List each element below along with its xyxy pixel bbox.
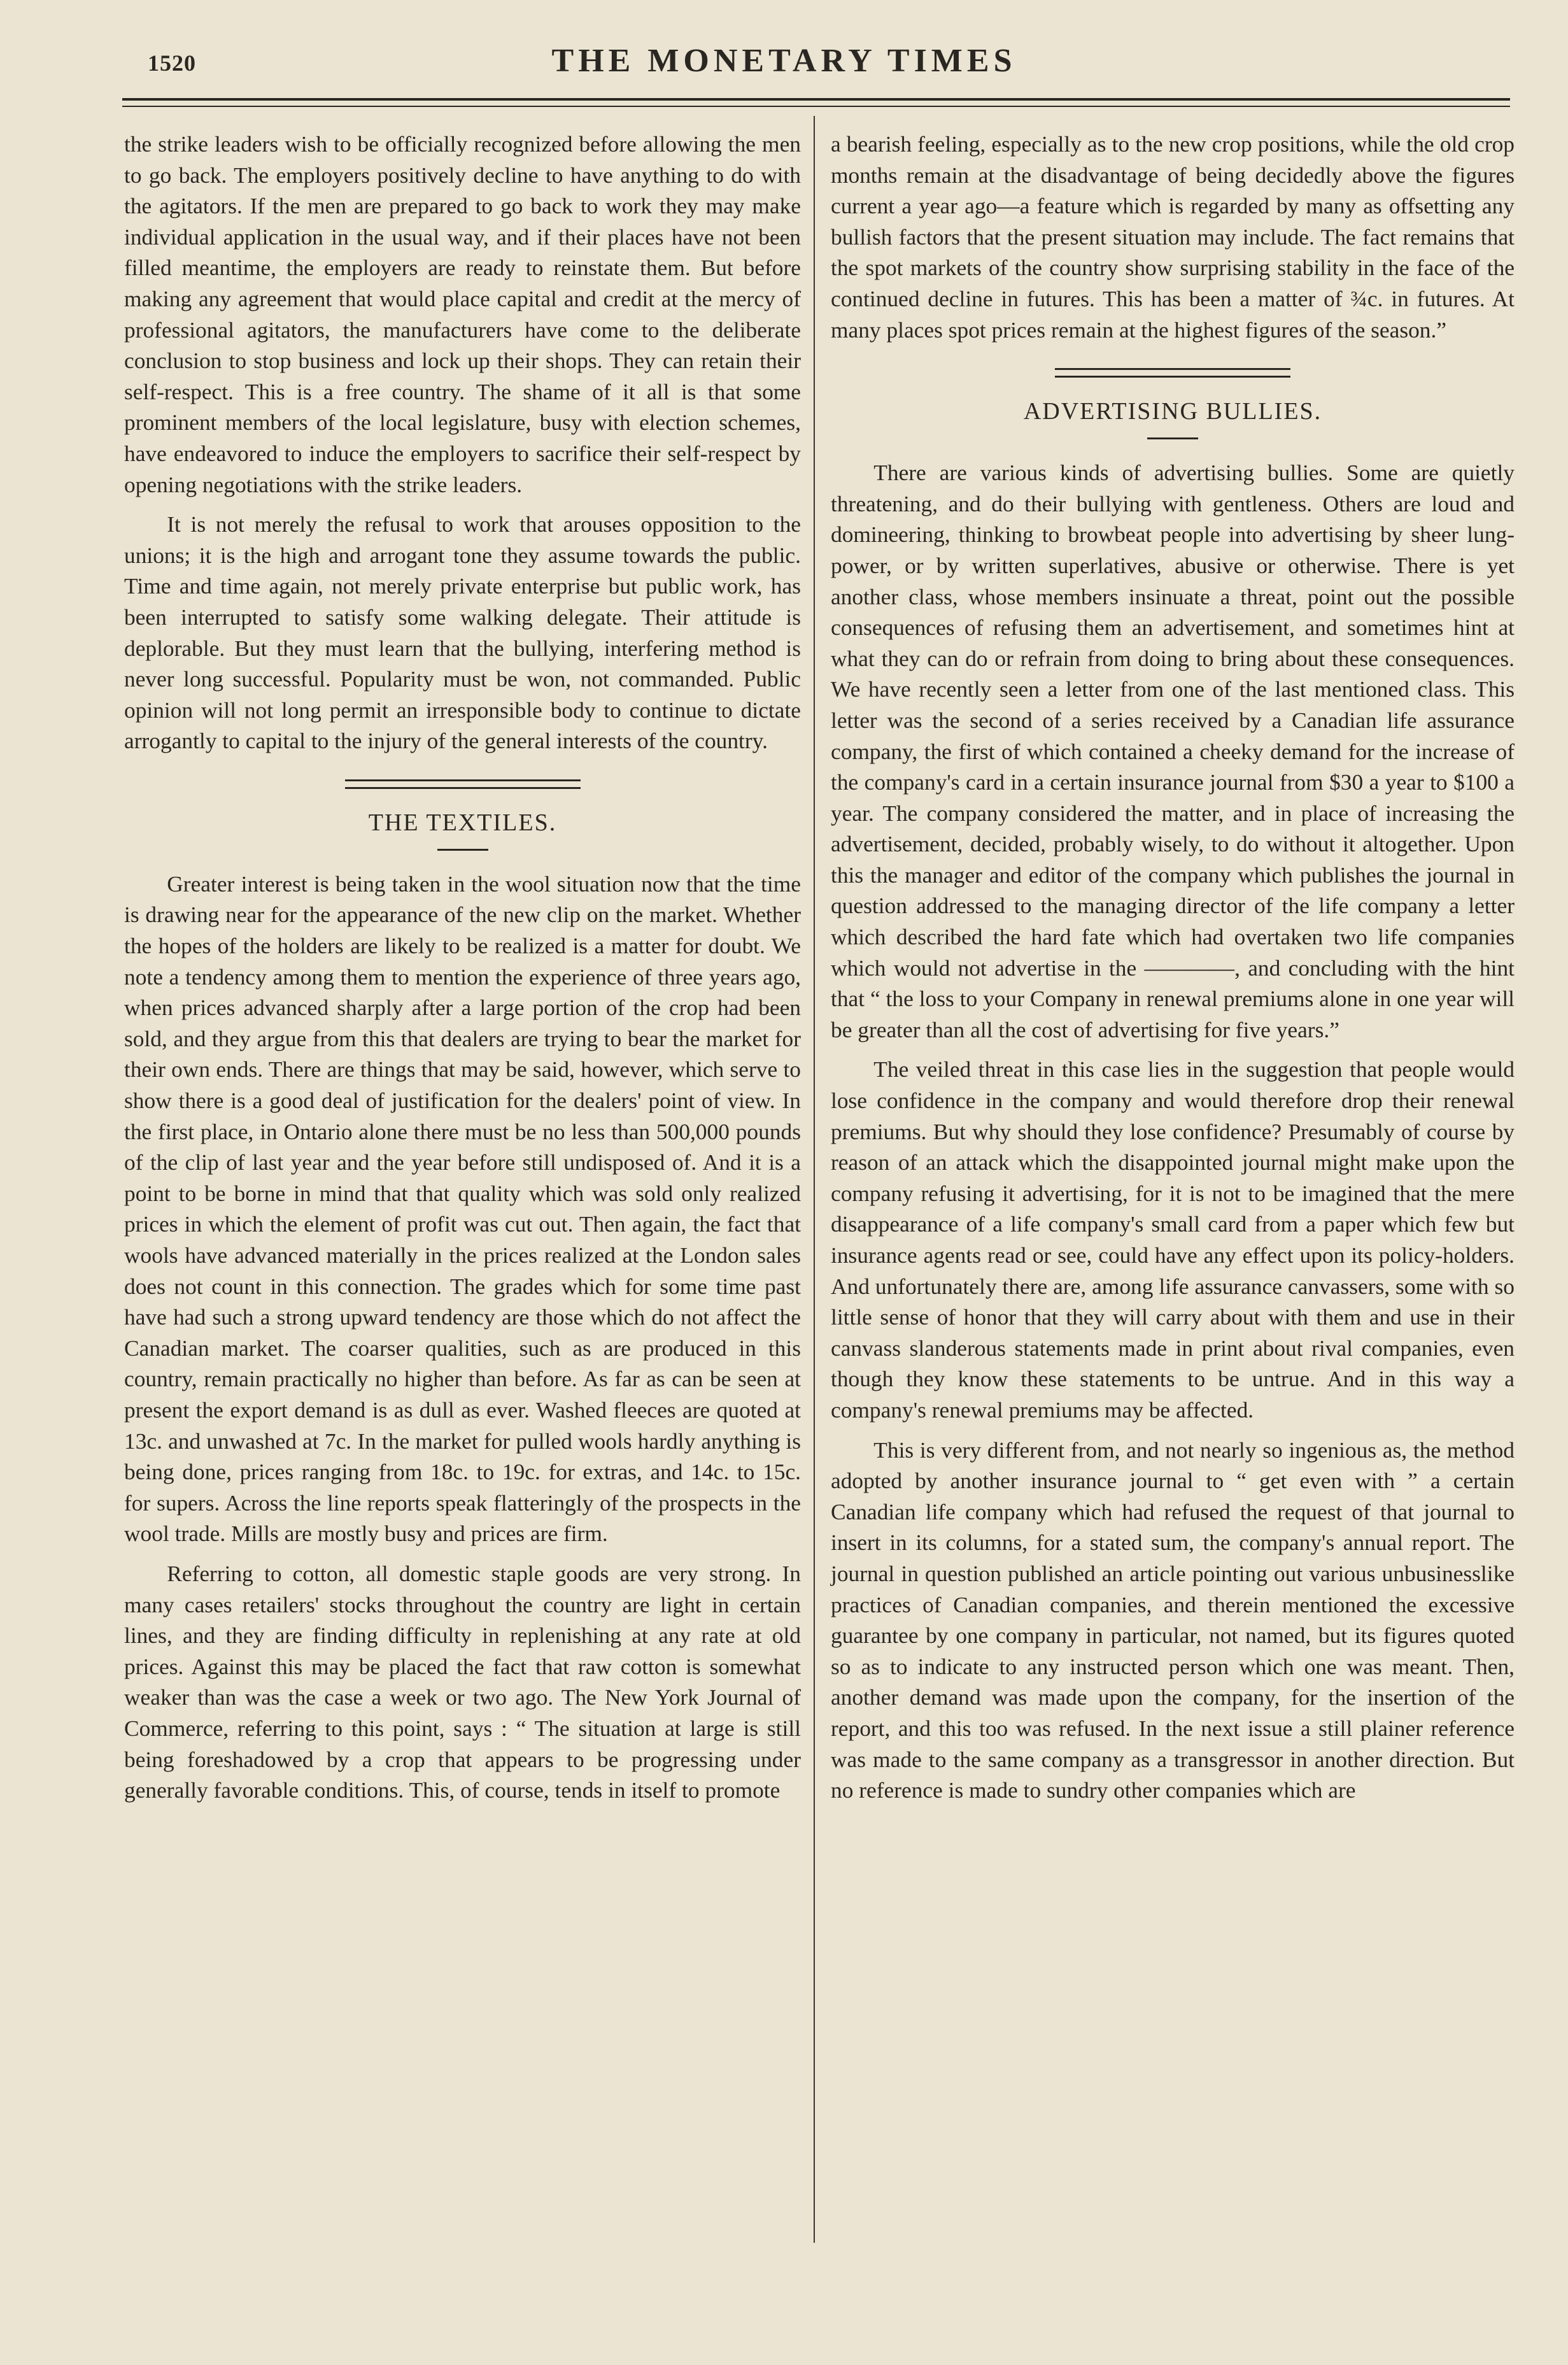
column-divider <box>814 116 815 2243</box>
section-divider <box>1055 368 1290 378</box>
paragraph: the strike leaders wish to be officially recognized before allowing the men to go back. The employers positively decline to have anything to do with the agitators. If the men are prepared to go back to work they may make individual application in the usual way, and if their places have not been filled meantime, the employers are ready to reinstate them. But before making any agreement that would place capital and credit at the mercy of professional agitators, the manufacturers have come to the deliberate conclusion to stop business and lock up their shops. They can retain their self-respect. This is a free country. The shame of it all is that some prominent members of the local legislature, busy with election schemes, have endeavored to induce the employers to sacrifice their self-respect by opening negotiations with the strike leaders. <box>124 131 801 497</box>
paragraph: Referring to cotton, all domestic staple goods are very strong. In many cases retailers' stocks throughout the country are light in certain lines, and they are finding difficulty in replenishing at any rate at old prices. Against this may be placed the fact that raw cotton is somewhat weaker than was the case a week or two ago. The New York Journal of Commerce, referring to this point, says : “ The situation at large is still being foreshadowed by a crop that appears to be progressing under generally favorable conditions. This, of course, tends in itself to promote <box>124 1560 801 1803</box>
paragraph: This is very different from, and not nearly so ingenious as, the method adopted by another insurance journal to “ get even with ” a certain Canadian life company which had refused the request of that journal to insert in its columns, for a stated sum, the company's annual report. The journal in question published an article pointing out various unbusinesslike practices of Canadian companies, and therein mentioned the excessive guarantee by one company in particular, not named, but its figures quoted so as to indicate to any instructed person which one was meant. Then, another demand was made upon the company, for the insertion of the report, and this too was refused. In the next issue a still plainer reference was made to the same company as a transgressor in another direction. But no reference is made to sundry other companies which are <box>831 1437 1515 1803</box>
page-number: 1520 <box>148 50 196 76</box>
paragraph: Greater interest is being taken in the wool situation now that the time is drawing near for the appearance of the new clip on the market. Whether the hopes of the holders are likely to be realized is a matter for doubt. We note a tendency among them to mention the experience of three years ago, when prices advanced sharply after a large portion of the crop had been sold, and they argue from this that dealers are trying to bear the market for their own ends. There are things that may be said, however, which serve to show there is a good deal of justification for the dealers' point of view. In the first place, in Ontario alone there must be no less than 500,000 pounds of the clip of last year and the year before still undisposed of. And it is a point to be borne in mind that that quality which was sold only realized prices in which the element of profit was cut out. Then again, the fact that wools have advanced materially in the prices realized at the London sales does not count in this connection. The grades which for some time past have had such a strong upward tendency are those which do not affect the Canadian market. The coarser qualities, such as are produced in this country, remain practically no higher than before. As far as can be seen at present the export demand is as dull as ever. Washed fleeces are quoted at 13c. and unwashed at 7c. In the market for pulled wools hardly anything is being done, prices ranging from 18c. to 19c. for extras, and 14c. to 15c. for supers. Across the line reports speak flatteringly of the prospects in the wool trade. Mills are mostly busy and prices are firm. <box>124 870 801 1547</box>
paragraph: There are various kinds of advertising bullies. Some are quietly threatening, and do their bullying with gentleness. Others are loud and domineering, thinking to browbeat people into advertising by sheer lung-power, or by written superlatives, abusive or otherwise. There is yet another class, whose members insinuate a threat, point out the possible consequences of refusing them an advertisement, and sometimes hint at what they can do or refrain from doing to bring about these consequences. We have recently seen a letter from one of the last mentioned class. This letter was the second of a series received by a Canadian life assurance company, the first of which contained a cheeky demand for the increase of the company's card in a certain insurance journal from $30 a year to $100 a year. The company considered the matter, and in place of increasing the advertisement, decided, probably wisely, to do without it altogether. Upon this the manager and editor of the company which publishes the journal in question addressed to the managing director of the life company a letter which described the hard fate which had overtaken two life companies which would not advertise in the ————, and concluding with the hint that “ the loss to your Company in renewal premiums alone in one year will be greater than all the cost of advertising for five years.” <box>831 460 1515 1042</box>
paragraph: a bearish feeling, especially as to the new crop positions, while the old crop months remain at the disadvantage of being decidedly above the figures current a year ago—a feature which is regarded by many as offsetting any bullish factors that the present situation may include. The fact remains that the spot markets of the country show surprising stability in the face of the continued decline in futures. This has been a matter of ¾c. in futures. At many places spot prices remain at the highest figures of the season.” <box>831 131 1515 343</box>
heading-underline <box>437 849 488 851</box>
section-heading-textiles: THE TEXTILES. <box>368 809 557 836</box>
masthead-title: THE MONETARY TIMES <box>551 43 1017 79</box>
section-heading-advertising-bullies: ADVERTISING BULLIES. <box>1023 398 1322 425</box>
heading-underline <box>1147 437 1198 439</box>
header-rule <box>122 98 1510 101</box>
header-rule-thin <box>122 106 1510 107</box>
paragraph: It is not merely the refusal to work that arouses opposition to the unions; it is the high and arrogant tone they assume towards the public. Time and time again, not merely private enterprise but public work, has been interrupted to satisfy some walking delegate. Their attitude is deplorable. But they must learn that the bullying, interfering method is never long successful. Popularity must be won, not commanded. Public opinion will not long permit an irresponsible body to continue to dictate arrogantly to capital to the injury of the general interests of the country. <box>124 511 801 754</box>
left-column <box>124 129 801 1806</box>
paragraph: The veiled threat in this case lies in the suggestion that people would lose confidence in the company and would therefore drop their renewal premiums. But why should they lose confidence? Presumably of course by reason of an attack which the disappointed journal might make upon the company refusing it advertising, for it is not to be imagined that the mere disappearance of a life company's small card from a paper which few but insurance agents read or see, could have any effect upon its policy-holders. And unfortunately there are, among life assurance canvassers, some with so little sense of honor that they will carry about with them and use in their canvass slanderous statements made in print about rival companies, even though they know these statements to be untrue. And in this way a company's renewal premiums may be affected. <box>831 1056 1515 1423</box>
right-column <box>831 129 1515 1806</box>
section-divider <box>345 779 581 789</box>
